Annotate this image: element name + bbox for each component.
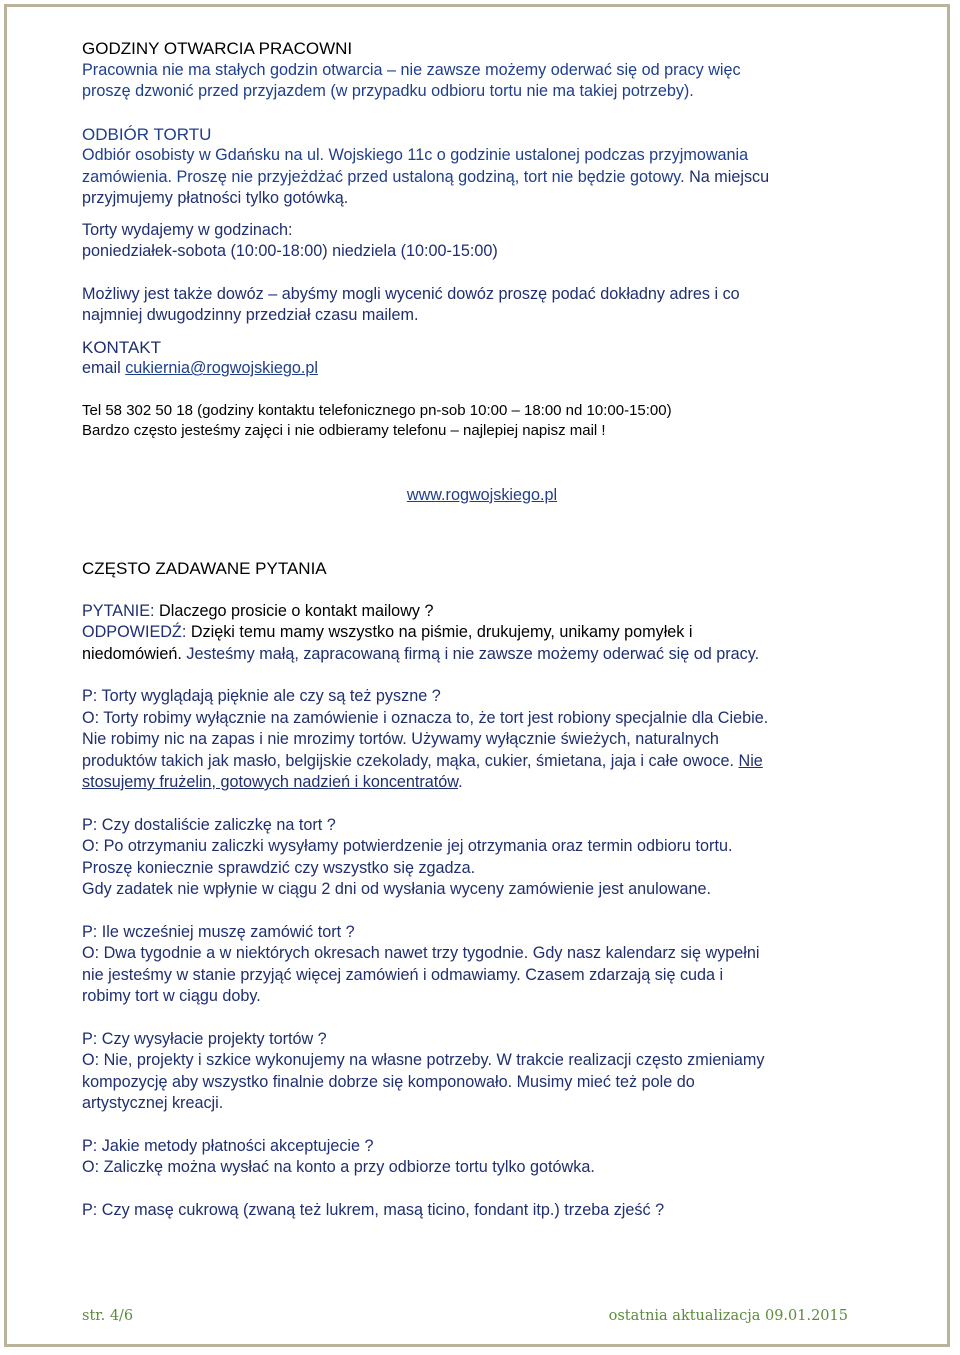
email-link[interactable]: cukiernia@rogwojskiego.pl <box>125 359 318 377</box>
website-link[interactable]: www.rogwojskiego.pl <box>406 485 558 504</box>
faq-a2-3 <box>82 751 882 773</box>
faq-a1-label: ODPOWIEDŹ: <box>82 623 187 641</box>
faq-q4-text: Ile wcześniej muszę zamówić tort ? <box>97 922 355 941</box>
faq-q7-label: P: <box>82 1200 98 1219</box>
contact-tel: Tel 58 302 50 18 (godziny kontaktu telefonicznego pn-sob 10:00 – 18:00 nd 10:00-15:00) <box>82 401 672 419</box>
faq-q2-label: P: <box>82 687 98 705</box>
faq-q5-text: Czy wysyłacie projekty tortów ? <box>97 1029 327 1048</box>
faq-a1-2a: niedomówień. <box>82 644 182 663</box>
hours-heading: GODZINY OTWARCIA PRACOWNI <box>82 39 353 58</box>
page-number: str. 4/6 <box>82 1308 134 1324</box>
delivery-text-1: Możliwy jest także dowóz – abyśmy mogli wycenić dowóz proszę podać dokładny adres i co <box>82 284 740 303</box>
hours-text-2: proszę dzwonić przed przyjazdem (w przypadku odbioru tortu nie ma takiej potrzeby). <box>82 82 694 100</box>
contact-heading: KONTAKT <box>82 337 162 357</box>
faq-a3-2: Proszę koniecznie sprawdzić czy wszystko się zgadza. <box>82 858 476 877</box>
faq-q1-text: Dlaczego prosicie o kontakt mailowy ? <box>154 601 434 620</box>
faq-a1-1 <box>82 622 882 644</box>
faq-a2-4 <box>82 772 882 794</box>
website-line <box>82 485 882 507</box>
faq-q3-label: P: <box>82 815 98 834</box>
contact-email-line <box>82 358 882 380</box>
faq-a4-2: nie jesteśmy w stanie przyjąć więcej zamówień i odmawiamy. Czasem zdarzają się cuda i <box>82 965 724 984</box>
faq-a3-3: Gdy zadatek nie wpłynie w ciągu 2 dni od wysłania wyceny zamówienie jest anulowane. <box>82 880 711 898</box>
delivery-text-2: najmniej dwugodzinny przedział czasu mailem. <box>82 306 419 324</box>
faq-q2-text: Torty wyglądają pięknie ale czy są też pyszne ? <box>97 687 441 705</box>
faq-a5-3: artystycznej kreacji. <box>82 1094 224 1112</box>
faq-a5-1: O: Nie, projekty i szkice wykonujemy na własne potrzeby. W trakcie realizacji często zmieniamy <box>82 1051 765 1069</box>
contact-busy-note: Bardzo często jesteśmy zajęci i nie odbieramy telefonu – najlepiej napisz mail ! <box>82 422 606 439</box>
email-label: email <box>82 359 126 377</box>
faq-q6-label: P: <box>82 1136 98 1155</box>
faq-a1-2b: Jesteśmy małą, zapracowaną firmą i nie zawsze możemy oderwać się od pracy. <box>181 644 760 663</box>
pickup-text-2b: Na miejscu <box>684 167 770 186</box>
pickup-text-2a: zamówienia. Proszę nie przyjeżdżać przed ustaloną godziną, tort nie będzie gotowy. <box>82 167 685 186</box>
faq-heading: CZĘSTO ZADAWANE PYTANIA <box>82 559 327 578</box>
faq-a2-3a: produktów takich jak masło, belgijskie czekolady, mąka, cukier, śmietana, jaja i całe owoce. <box>82 751 739 770</box>
pickup-text-1: Odbiór osobisty w Gdańsku na ul. Wojskiego 11c o godzinie ustalonej podczas przyjmowania <box>82 146 749 164</box>
faq-a6-1: O: Zaliczkę można wysłać na konto a przy odbiorze tortu tylko gotówka. <box>82 1158 595 1176</box>
faq-q1 <box>82 601 882 623</box>
faq-q5 <box>82 1029 882 1051</box>
faq-q7 <box>82 1200 882 1222</box>
faq-q3-text: Czy dostaliście zaliczkę na tort ? <box>97 815 336 834</box>
faq-a4-3: robimy tort w ciągu doby. <box>82 987 261 1005</box>
faq-a5-2: kompozycję aby wszystko finalnie dobrze się komponowało. Musimy mieć też pole do <box>82 1072 695 1091</box>
faq-a2-2: Nie robimy nic na zapas i nie mrozimy tortów. Używamy wyłącznie świeżych, naturalnych <box>82 730 719 748</box>
faq-q4 <box>82 922 882 944</box>
hours-text-1: Pracownia nie ma stałych godzin otwarcia – nie zawsze możemy oderwać się od pracy więc <box>82 60 741 79</box>
pickup-hours-label: Torty wydajemy w godzinach: <box>82 220 293 239</box>
faq-q3 <box>82 815 882 837</box>
faq-q4-label: P: <box>82 922 98 941</box>
faq-q5-label: P: <box>82 1029 98 1048</box>
pickup-hours-value: poniedziałek-sobota (10:00-18:00) niedziela (10:00-15:00) <box>82 242 498 260</box>
faq-a2-1: O: Torty robimy wyłącznie na zamówienie i oznacza to, że tort jest robiony specjalnie dla Ciebie. <box>82 708 769 727</box>
page-footer <box>82 1308 848 1324</box>
faq-q2 <box>82 686 882 708</box>
document-body <box>82 38 882 1221</box>
pickup-text-3: przyjmujemy płatności tylko gotówką. <box>82 189 349 207</box>
last-updated: ostatnia aktualizacja 09.01.2015 <box>608 1308 848 1324</box>
faq-a1-text: Dzięki temu mamy wszystko na piśmie, drukujemy, unikamy pomyłek i <box>186 623 693 641</box>
faq-a1-2 <box>82 644 882 666</box>
pickup-heading: ODBIÓR TORTU <box>82 124 212 144</box>
faq-a2-3u: Nie <box>738 751 763 770</box>
faq-a4-1: O: Dwa tygodnie a w niektórych okresach nawet trzy tygodnie. Gdy nasz kalendarz się wypełni <box>82 944 760 962</box>
faq-q6 <box>82 1136 882 1158</box>
faq-a2-4u: stosujemy frużelin, gotowych nadzień i koncentratów <box>82 773 459 791</box>
faq-q7-text: Czy masę cukrową (zwaną też lukrem, masą ticino, fondant itp.) trzeba zjeść ? <box>97 1200 665 1219</box>
faq-q1-label: PYTANIE: <box>82 601 155 620</box>
faq-q6-text: Jakie metody płatności akceptujecie ? <box>97 1136 374 1155</box>
faq-a2-4a: . <box>458 773 463 791</box>
pickup-text-2 <box>82 167 882 189</box>
faq-a3-1: O: Po otrzymaniu zaliczki wysyłamy potwierdzenie jej otrzymania oraz termin odbioru tortu. <box>82 837 733 855</box>
